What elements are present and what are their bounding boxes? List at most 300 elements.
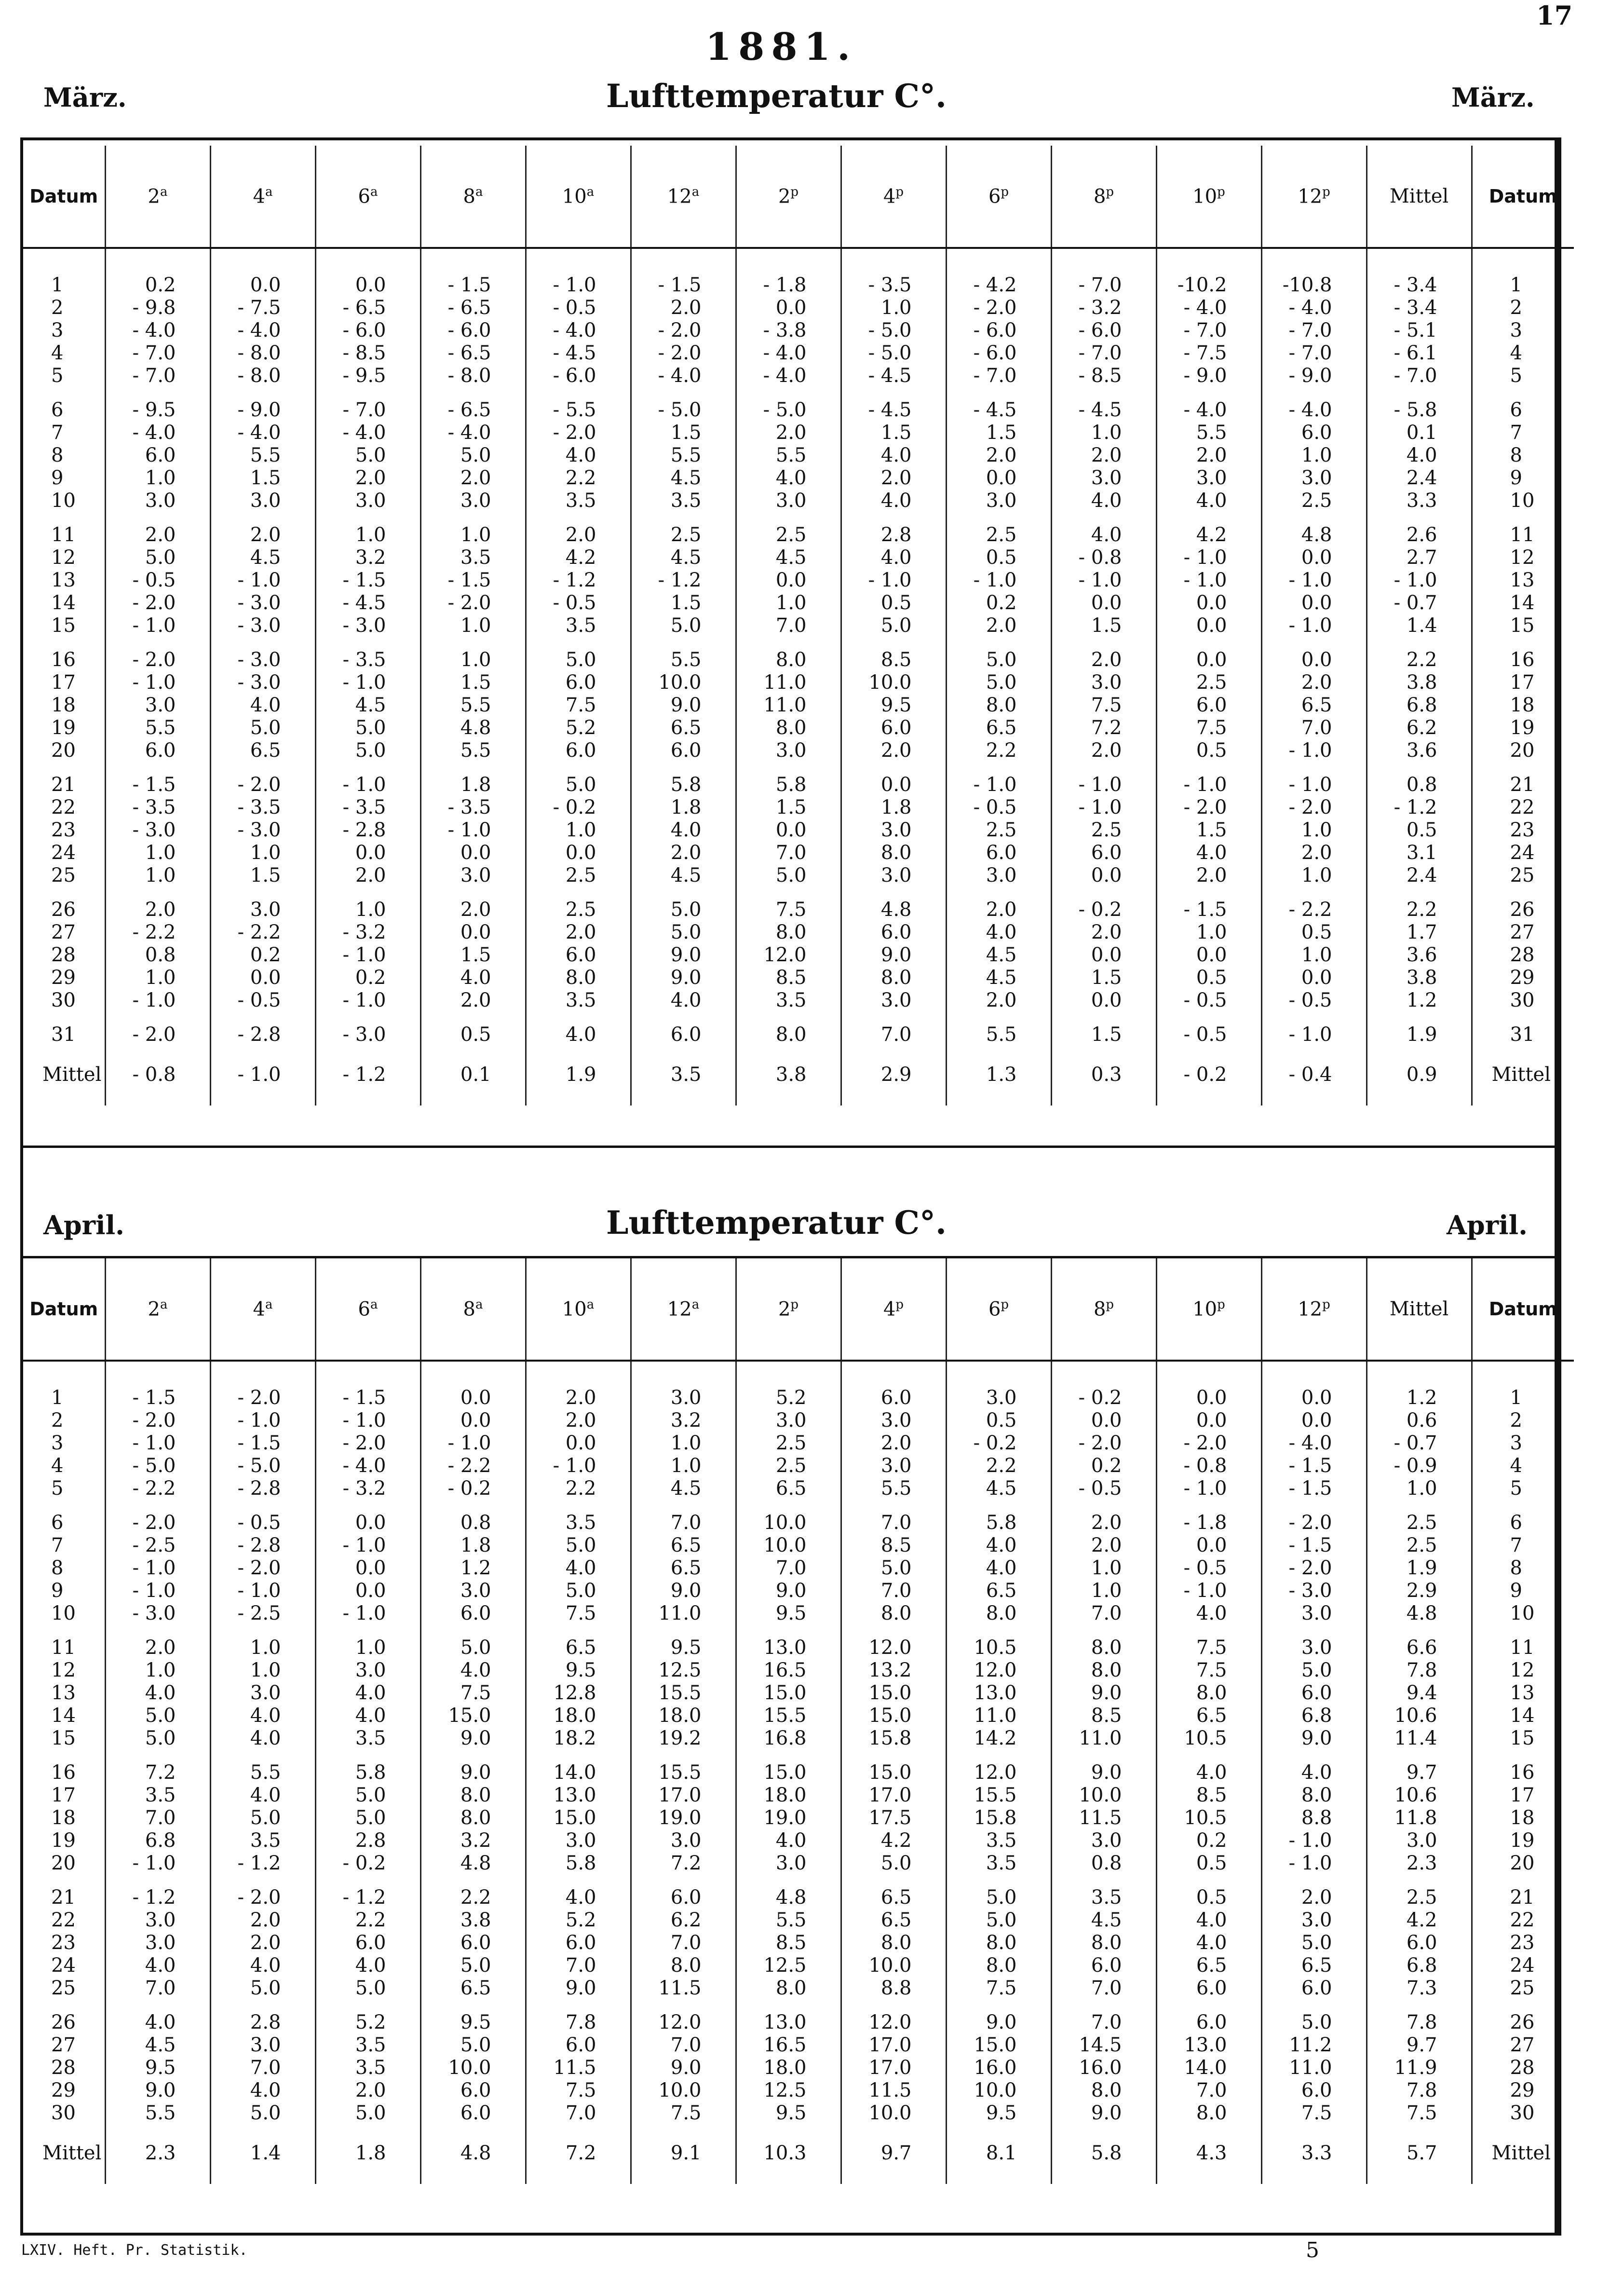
temperature-cell: 1.5 bbox=[631, 422, 736, 444]
day-cell: 22 bbox=[51, 1909, 76, 1931]
temperature-cell: 1.0 bbox=[631, 1455, 736, 1477]
temperature-cell: 4.2 bbox=[526, 546, 631, 569]
temperature-cell: 4.0 bbox=[946, 1557, 1051, 1580]
temperature-cell: 0.0 bbox=[841, 762, 946, 796]
temperature-cell: - 4.0 bbox=[631, 365, 736, 387]
temperature-cell: 2.9 bbox=[841, 1046, 946, 1105]
day-cell: Mittel bbox=[42, 1064, 102, 1086]
temperature-cell: - 4.2 bbox=[946, 248, 1051, 297]
temperature-cell: 8.0 bbox=[736, 717, 841, 739]
temperature-cell: 6.2 bbox=[631, 1909, 736, 1932]
temperature-cell: - 0.2 bbox=[420, 1477, 526, 1500]
table-row bbox=[23, 592, 1574, 614]
temperature-cell: 13.0 bbox=[946, 1682, 1051, 1705]
temperature-cell: 7.0 bbox=[210, 2057, 315, 2079]
temperature-cell: 4.8 bbox=[420, 717, 526, 739]
temperature-cell: 9.0 bbox=[420, 1750, 526, 1784]
temperature-cell: - 3.5 bbox=[420, 796, 526, 819]
day-cell: 18 bbox=[51, 1807, 76, 1829]
temperature-cell: 9.0 bbox=[1051, 1682, 1156, 1705]
temperature-cell: 3.0 bbox=[105, 694, 210, 717]
day-cell-right: 17 bbox=[1472, 1784, 1574, 1807]
temperature-cell: 5.8 bbox=[631, 762, 736, 796]
table-row bbox=[23, 1477, 1574, 1500]
day-cell-right: 5 bbox=[1472, 1477, 1574, 1500]
temperature-cell: 4.2 bbox=[1156, 512, 1261, 546]
time-suffix: a bbox=[160, 1297, 168, 1312]
time-hour: 6 bbox=[988, 185, 1001, 208]
temperature-cell: 5.0 bbox=[736, 864, 841, 887]
temperature-cell: 10.0 bbox=[1051, 1784, 1156, 1807]
temperature-cell: 4.0 bbox=[946, 921, 1051, 944]
day-cell: 16 bbox=[51, 649, 76, 671]
day-cell: 1 bbox=[51, 1387, 64, 1409]
temperature-cell: 1.5 bbox=[631, 592, 736, 614]
temperature-cell: 9.5 bbox=[841, 694, 946, 717]
temperature-cell: 3.0 bbox=[1051, 671, 1156, 694]
temperature-cell: 5.2 bbox=[526, 1909, 631, 1932]
temperature-cell: - 0.2 bbox=[1156, 1046, 1261, 1105]
temperature-cell: - 8.5 bbox=[315, 342, 420, 365]
temperature-cell: - 0.2 bbox=[315, 1852, 420, 1875]
temperature-cell: 12.0 bbox=[946, 1659, 1051, 1682]
mittel-cell: 7.8 bbox=[1367, 2000, 1472, 2034]
column-header-time bbox=[946, 1258, 1051, 1361]
temperature-cell: 3.0 bbox=[841, 864, 946, 887]
temperature-cell: 9.0 bbox=[526, 1977, 631, 2000]
table-row bbox=[23, 248, 1574, 297]
temperature-cell: 3.0 bbox=[210, 887, 315, 921]
time-suffix: a bbox=[265, 185, 273, 200]
table-row bbox=[23, 2034, 1574, 2057]
day-cell: 29 bbox=[51, 967, 76, 989]
temperature-cell: - 1.0 bbox=[105, 989, 210, 1012]
temperature-cell: 9.1 bbox=[631, 2125, 736, 2184]
mittel-cell: 3.1 bbox=[1367, 842, 1472, 864]
table-row bbox=[23, 944, 1574, 967]
mittel-cell: 7.3 bbox=[1367, 1977, 1472, 2000]
temperature-cell: 0.0 bbox=[1156, 614, 1261, 637]
temperature-cell: 0.0 bbox=[420, 921, 526, 944]
temperature-cell: 0.0 bbox=[210, 967, 315, 989]
temperature-cell: 1.0 bbox=[1261, 944, 1367, 967]
temperature-cell: 6.0 bbox=[631, 1012, 736, 1046]
temperature-cell: - 5.0 bbox=[105, 1455, 210, 1477]
temperature-cell: - 3.2 bbox=[1051, 297, 1156, 319]
temperature-cell: 5.0 bbox=[1261, 1659, 1367, 1682]
temperature-cell: 12.0 bbox=[946, 1750, 1051, 1784]
temperature-cell: 11.0 bbox=[1051, 1727, 1156, 1750]
temperature-cell: - 1.2 bbox=[631, 569, 736, 592]
temperature-cell: - 2.0 bbox=[315, 1432, 420, 1455]
table-row bbox=[23, 2057, 1574, 2079]
temperature-cell: 5.5 bbox=[736, 1909, 841, 1932]
time-suffix: a bbox=[160, 185, 168, 200]
temperature-cell: 9.5 bbox=[946, 2102, 1051, 2125]
month-label-right-april: April. bbox=[1447, 1210, 1528, 1241]
temperature-cell: - 2.0 bbox=[1261, 1557, 1367, 1580]
table-row bbox=[23, 887, 1574, 921]
temperature-cell: 1.5 bbox=[1051, 1012, 1156, 1046]
temperature-cell: 4.0 bbox=[526, 1557, 631, 1580]
temperature-cell: 4.0 bbox=[315, 1682, 420, 1705]
temperature-cell: 8.0 bbox=[420, 1784, 526, 1807]
temperature-cell: 2.0 bbox=[1051, 1500, 1156, 1534]
temperature-cell: 2.0 bbox=[1156, 444, 1261, 467]
temperature-cell: - 1.0 bbox=[841, 569, 946, 592]
temperature-cell: - 0.8 bbox=[105, 1046, 210, 1105]
temperature-cell: 1.0 bbox=[1051, 1557, 1156, 1580]
temperature-cell: 4.0 bbox=[736, 467, 841, 490]
time-suffix: a bbox=[370, 1297, 378, 1312]
day-cell: 11 bbox=[51, 524, 76, 546]
table-row bbox=[23, 342, 1574, 365]
mittel-cell: 0.8 bbox=[1367, 762, 1472, 796]
temperature-cell: 11.5 bbox=[526, 2057, 631, 2079]
column-header-time bbox=[1261, 146, 1367, 248]
temperature-cell: 5.0 bbox=[420, 444, 526, 467]
table-row bbox=[23, 694, 1574, 717]
temperature-cell: - 1.2 bbox=[210, 1852, 315, 1875]
temperature-cell: 3.0 bbox=[1261, 467, 1367, 490]
temperature-cell: - 0.2 bbox=[946, 1432, 1051, 1455]
temperature-cell: 7.0 bbox=[526, 1954, 631, 1977]
temperature-cell: 0.0 bbox=[1261, 546, 1367, 569]
temperature-cell: 0.5 bbox=[946, 546, 1051, 569]
temperature-cell: 4.0 bbox=[210, 694, 315, 717]
table-row bbox=[23, 1852, 1574, 1875]
table-row bbox=[23, 1361, 1574, 1409]
day-cell: 23 bbox=[51, 1932, 76, 1954]
temperature-cell: 0.2 bbox=[946, 592, 1051, 614]
temperature-cell: 8.8 bbox=[1261, 1807, 1367, 1829]
mittel-cell: 7.8 bbox=[1367, 1659, 1472, 1682]
temperature-cell: - 1.8 bbox=[1156, 1500, 1261, 1534]
temperature-cell: 7.5 bbox=[1156, 1625, 1261, 1659]
temperature-cell: 17.0 bbox=[841, 2057, 946, 2079]
mittel-cell: 3.8 bbox=[1367, 967, 1472, 989]
temperature-cell: 0.2 bbox=[1156, 1829, 1261, 1852]
temperature-cell: 8.0 bbox=[1051, 2079, 1156, 2102]
temperature-cell: - 1.0 bbox=[1156, 762, 1261, 796]
column-header-time bbox=[210, 146, 315, 248]
temperature-cell: 6.0 bbox=[1261, 2079, 1367, 2102]
temperature-cell: - 1.0 bbox=[526, 1455, 631, 1477]
temperature-cell: 3.8 bbox=[736, 1046, 841, 1105]
time-suffix: a bbox=[586, 185, 595, 200]
temperature-cell: 9.5 bbox=[420, 2000, 526, 2034]
footer-source: LXIV. Heft. Pr. Statistik. bbox=[21, 2242, 248, 2259]
temperature-cell: 0.0 bbox=[315, 1557, 420, 1580]
temperature-cell: 3.5 bbox=[736, 989, 841, 1012]
temperature-cell: 6.5 bbox=[420, 1977, 526, 2000]
day-cell: 13 bbox=[51, 569, 76, 591]
day-cell-right: 14 bbox=[1472, 1705, 1574, 1727]
mittel-cell: 7.8 bbox=[1367, 2079, 1472, 2102]
temperature-cell: 8.0 bbox=[420, 1807, 526, 1829]
temperature-cell: - 1.0 bbox=[315, 1602, 420, 1625]
column-header-time bbox=[631, 146, 736, 248]
temperature-cell: 0.5 bbox=[841, 592, 946, 614]
temperature-cell: 4.8 bbox=[736, 1875, 841, 1909]
table-row bbox=[23, 864, 1574, 887]
temperature-cell: - 1.5 bbox=[420, 248, 526, 297]
temperature-cell: 6.0 bbox=[1051, 842, 1156, 864]
day-cell-right: 13 bbox=[1472, 1682, 1574, 1705]
temperature-cell: 3.3 bbox=[1261, 2125, 1367, 2184]
temperature-cell: - 1.0 bbox=[315, 671, 420, 694]
temperature-cell: 3.5 bbox=[526, 1500, 631, 1534]
temperature-cell: 9.0 bbox=[420, 1727, 526, 1750]
temperature-cell: 1.5 bbox=[1156, 819, 1261, 842]
time-suffix: p bbox=[1001, 1297, 1009, 1312]
mittel-cell: 1.2 bbox=[1367, 1361, 1472, 1409]
temperature-cell: 4.0 bbox=[1261, 1750, 1367, 1784]
temperature-cell: - 1.0 bbox=[1051, 796, 1156, 819]
temperature-cell: - 3.0 bbox=[1261, 1580, 1367, 1602]
time-suffix: p bbox=[895, 185, 904, 200]
month-label-left-april: April. bbox=[43, 1210, 124, 1241]
temperature-cell: 8.0 bbox=[946, 1932, 1051, 1954]
temperature-cell: 3.5 bbox=[315, 2034, 420, 2057]
temperature-cell: 15.0 bbox=[420, 1705, 526, 1727]
temperature-cell: 3.8 bbox=[420, 1909, 526, 1932]
section-divider bbox=[20, 1146, 1561, 1148]
temperature-cell: 7.0 bbox=[1051, 1977, 1156, 2000]
temperature-cell: 2.0 bbox=[841, 739, 946, 762]
temperature-cell: 1.0 bbox=[1051, 422, 1156, 444]
temperature-cell: - 7.0 bbox=[105, 365, 210, 387]
temperature-cell: 15.0 bbox=[841, 1705, 946, 1727]
temperature-cell: 1.5 bbox=[210, 467, 315, 490]
temperature-cell: - 2.0 bbox=[420, 592, 526, 614]
day-cell-right: 27 bbox=[1472, 921, 1574, 944]
temperature-cell: 11.5 bbox=[841, 2079, 946, 2102]
temperature-cell: 2.3 bbox=[105, 2125, 210, 2184]
temperature-cell: - 2.0 bbox=[1156, 1432, 1261, 1455]
temperature-cell: - 2.0 bbox=[946, 297, 1051, 319]
table-row bbox=[23, 444, 1574, 467]
temperature-cell: 3.0 bbox=[1051, 1829, 1156, 1852]
temperature-cell: 4.5 bbox=[631, 1477, 736, 1500]
temperature-cell: 2.0 bbox=[210, 1932, 315, 1954]
temperature-cell: - 2.0 bbox=[105, 592, 210, 614]
temperature-cell: - 4.0 bbox=[1261, 1432, 1367, 1455]
time-hour: 8 bbox=[1093, 1298, 1106, 1321]
mittel-cell: 0.6 bbox=[1367, 1409, 1472, 1432]
temperature-cell: 10.0 bbox=[736, 1500, 841, 1534]
table-row bbox=[23, 1829, 1574, 1852]
temperature-cell: 3.0 bbox=[420, 490, 526, 512]
temperature-cell: - 1.0 bbox=[526, 248, 631, 297]
temperature-cell: 5.5 bbox=[210, 1750, 315, 1784]
temperature-cell: 5.5 bbox=[1156, 422, 1261, 444]
temperature-cell: 12.0 bbox=[841, 1625, 946, 1659]
day-cell: 21 bbox=[51, 1886, 76, 1909]
column-header-datum: Datum bbox=[23, 146, 105, 248]
temperature-cell: 9.0 bbox=[631, 967, 736, 989]
temperature-cell: 7.0 bbox=[736, 842, 841, 864]
temperature-cell: - 1.0 bbox=[1051, 569, 1156, 592]
temperature-cell: 0.0 bbox=[210, 248, 315, 297]
time-hour: 12 bbox=[1298, 185, 1323, 208]
day-cell: 27 bbox=[51, 2034, 76, 2056]
temperature-cell: -10.8 bbox=[1261, 248, 1367, 297]
temperature-cell: - 4.0 bbox=[736, 365, 841, 387]
temperature-cell: 8.0 bbox=[1051, 1932, 1156, 1954]
table-row bbox=[23, 2000, 1574, 2034]
day-cell: 6 bbox=[51, 1512, 64, 1534]
temperature-cell: 4.0 bbox=[736, 1829, 841, 1852]
temperature-cell: 8.0 bbox=[736, 1977, 841, 2000]
table-row bbox=[23, 614, 1574, 637]
temperature-cell: 4.0 bbox=[315, 1954, 420, 1977]
temperature-cell: - 1.0 bbox=[946, 569, 1051, 592]
mittel-cell: - 0.7 bbox=[1367, 592, 1472, 614]
mittel-cell: 5.7 bbox=[1367, 2125, 1472, 2184]
temperature-cell: 8.0 bbox=[1156, 1682, 1261, 1705]
temperature-cell: - 1.0 bbox=[1261, 614, 1367, 637]
temperature-cell: 1.0 bbox=[1156, 921, 1261, 944]
temperature-cell: - 0.5 bbox=[105, 569, 210, 592]
temperature-cell: 2.0 bbox=[946, 887, 1051, 921]
temperature-cell: 1.8 bbox=[631, 796, 736, 819]
day-cell: 5 bbox=[51, 1477, 64, 1500]
day-cell: 6 bbox=[51, 399, 64, 421]
temperature-cell: 8.0 bbox=[736, 1012, 841, 1046]
temperature-cell: 2.0 bbox=[946, 444, 1051, 467]
temperature-cell: 6.0 bbox=[1261, 422, 1367, 444]
temperature-cell: 3.5 bbox=[631, 1046, 736, 1105]
table-row bbox=[23, 1432, 1574, 1455]
table-row bbox=[23, 671, 1574, 694]
temperature-cell: - 7.5 bbox=[210, 297, 315, 319]
temperature-cell: 18.0 bbox=[736, 2057, 841, 2079]
table-row bbox=[23, 365, 1574, 387]
temperature-cell: 5.8 bbox=[1051, 2125, 1156, 2184]
day-cell-right: 26 bbox=[1472, 887, 1574, 921]
mittel-cell: 4.0 bbox=[1367, 444, 1472, 467]
table-row bbox=[23, 637, 1574, 671]
temperature-cell: 1.8 bbox=[315, 2125, 420, 2184]
temperature-cell: - 2.8 bbox=[210, 1477, 315, 1500]
mittel-cell: 3.3 bbox=[1367, 490, 1472, 512]
day-cell: 15 bbox=[51, 614, 76, 637]
temperature-cell: 3.2 bbox=[420, 1829, 526, 1852]
temperature-cell: 7.5 bbox=[736, 887, 841, 921]
temperature-cell: 1.0 bbox=[105, 864, 210, 887]
temperature-cell: 4.5 bbox=[210, 546, 315, 569]
mittel-cell: 1.4 bbox=[1367, 614, 1472, 637]
temperature-cell: 8.5 bbox=[841, 637, 946, 671]
temperature-cell: - 1.2 bbox=[315, 1875, 420, 1909]
day-cell-right: 15 bbox=[1472, 614, 1574, 637]
temperature-cell: 1.8 bbox=[841, 796, 946, 819]
temperature-cell: 5.5 bbox=[841, 1477, 946, 1500]
temperature-cell: - 1.0 bbox=[105, 614, 210, 637]
temperature-cell: - 7.0 bbox=[946, 365, 1051, 387]
temperature-cell: - 3.2 bbox=[315, 921, 420, 944]
temperature-cell: 2.0 bbox=[631, 297, 736, 319]
temperature-cell: 5.2 bbox=[736, 1361, 841, 1409]
temperature-cell: 5.0 bbox=[841, 1557, 946, 1580]
temperature-cell: -10.2 bbox=[1156, 248, 1261, 297]
temperature-cell: 6.0 bbox=[526, 1932, 631, 1954]
temperature-cell: - 2.0 bbox=[1051, 1432, 1156, 1455]
temperature-cell: 2.0 bbox=[420, 989, 526, 1012]
day-cell: 17 bbox=[51, 1784, 76, 1806]
temperature-cell: 5.0 bbox=[315, 2102, 420, 2125]
temperature-cell: 8.0 bbox=[946, 1954, 1051, 1977]
mittel-cell: 2.2 bbox=[1367, 637, 1472, 671]
temperature-cell: 7.5 bbox=[631, 2102, 736, 2125]
temperature-cell: 14.5 bbox=[1051, 2034, 1156, 2057]
temperature-cell: 4.0 bbox=[210, 1954, 315, 1977]
time-suffix: a bbox=[691, 185, 700, 200]
temperature-cell: 15.0 bbox=[841, 1750, 946, 1784]
table-row bbox=[23, 2079, 1574, 2102]
day-cell-right: 7 bbox=[1472, 422, 1574, 444]
temperature-cell: 4.8 bbox=[841, 887, 946, 921]
temperature-cell: - 1.0 bbox=[210, 1046, 315, 1105]
temperature-cell: 2.5 bbox=[631, 512, 736, 546]
temperature-cell: 5.0 bbox=[631, 887, 736, 921]
temperature-cell: 1.0 bbox=[1261, 864, 1367, 887]
table-row bbox=[23, 422, 1574, 444]
time-hour: 12 bbox=[1298, 1298, 1323, 1321]
temperature-cell: 10.0 bbox=[841, 1954, 946, 1977]
temperature-cell: 4.8 bbox=[1261, 512, 1367, 546]
temperature-cell: 8.0 bbox=[841, 1932, 946, 1954]
temperature-cell: 1.0 bbox=[420, 512, 526, 546]
temperature-cell: 1.0 bbox=[315, 1625, 420, 1659]
temperature-cell: - 4.5 bbox=[1051, 387, 1156, 422]
temperature-cell: 1.5 bbox=[841, 422, 946, 444]
day-cell: 28 bbox=[51, 944, 76, 966]
mittel-cell: - 0.9 bbox=[1367, 1455, 1472, 1477]
temperature-cell: 5.0 bbox=[841, 1852, 946, 1875]
table-row bbox=[23, 842, 1574, 864]
temperature-cell: 4.0 bbox=[526, 444, 631, 467]
temperature-cell: 5.0 bbox=[210, 1807, 315, 1829]
temperature-cell: 8.5 bbox=[841, 1534, 946, 1557]
day-cell-right: 7 bbox=[1472, 1534, 1574, 1557]
temperature-cell: - 2.8 bbox=[210, 1534, 315, 1557]
temperature-cell: 2.5 bbox=[1261, 490, 1367, 512]
day-cell: 2 bbox=[51, 1409, 64, 1432]
day-cell: 24 bbox=[51, 1954, 76, 1977]
temperature-cell: - 6.5 bbox=[420, 342, 526, 365]
table-row bbox=[23, 1750, 1574, 1784]
temperature-cell: 10.0 bbox=[631, 2079, 736, 2102]
temperature-cell: 0.0 bbox=[1261, 637, 1367, 671]
temperature-cell: 11.5 bbox=[631, 1977, 736, 2000]
temperature-cell: 19.2 bbox=[631, 1727, 736, 1750]
temperature-cell: - 1.0 bbox=[420, 819, 526, 842]
temperature-cell: 8.0 bbox=[946, 1602, 1051, 1625]
temperature-cell: 4.5 bbox=[631, 546, 736, 569]
temperature-cell: 8.5 bbox=[1156, 1784, 1261, 1807]
temperature-cell: - 1.5 bbox=[315, 569, 420, 592]
temperature-cell: 0.8 bbox=[420, 1500, 526, 1534]
temperature-cell: 4.0 bbox=[210, 2079, 315, 2102]
temperature-cell: - 2.2 bbox=[1261, 887, 1367, 921]
mean-row bbox=[23, 2125, 1574, 2184]
temperature-cell: 5.8 bbox=[946, 1500, 1051, 1534]
temperature-cell: 2.0 bbox=[526, 512, 631, 546]
temperature-cell: 10.3 bbox=[736, 2125, 841, 2184]
temperature-cell: 3.0 bbox=[841, 1455, 946, 1477]
